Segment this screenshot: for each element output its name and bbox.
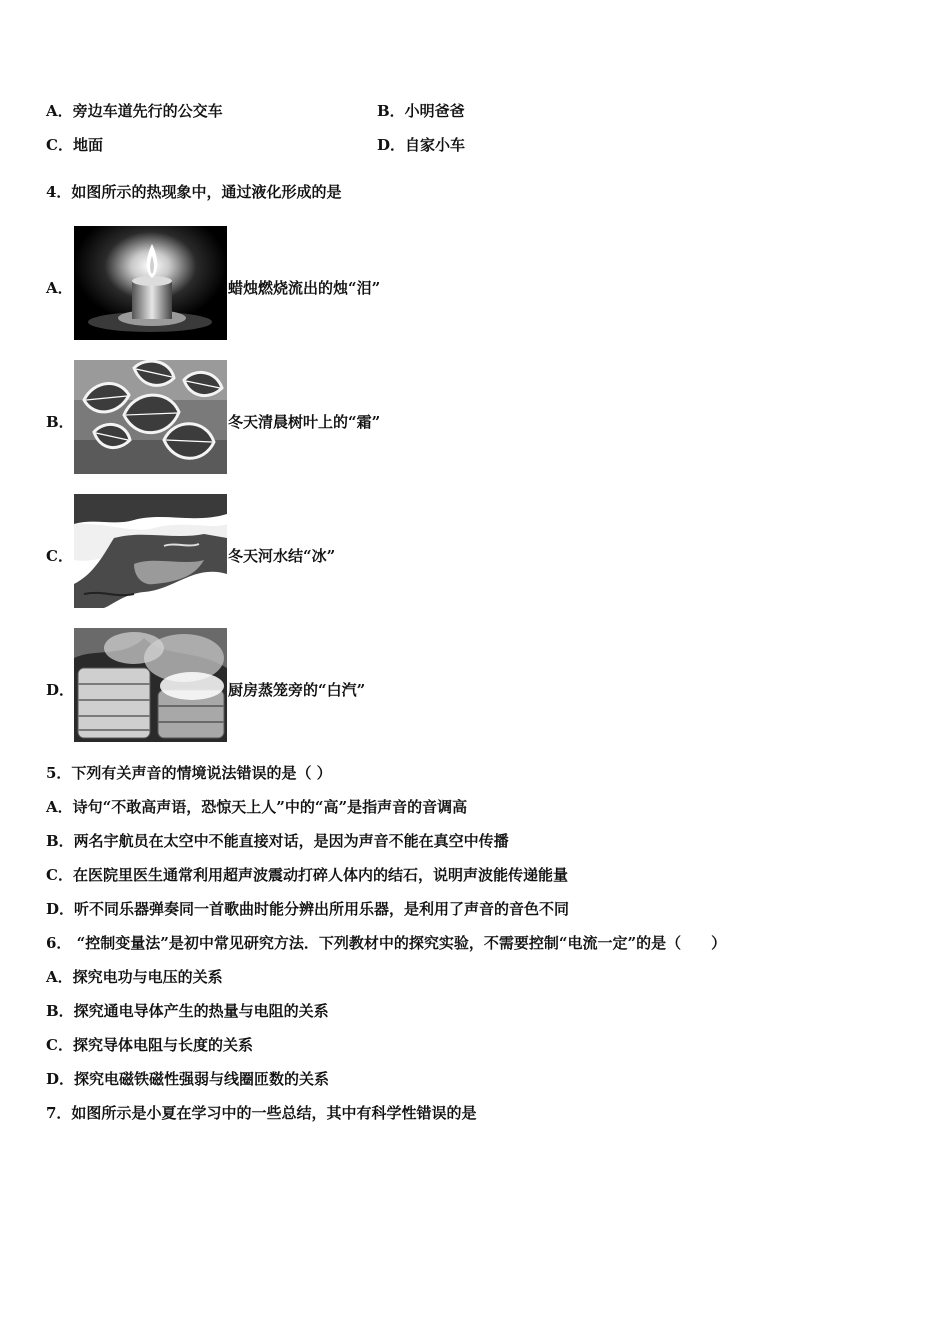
- q3-option-b: B．小明爸爸: [377, 102, 465, 120]
- q4-option-d-letter: D．: [46, 681, 75, 699]
- frost-leaves-photo-icon: [74, 360, 227, 474]
- q6-stem: 6． “控制变量法”是初中常见研究方法．下列教材中的探究实验，不需要控制“电流一定”的是（ ）: [46, 934, 727, 952]
- q4-option-a-caption: 蜡烛燃烧流出的烛“泪”: [228, 279, 381, 297]
- q4-option-c-caption: 冬天河水结“冰”: [228, 547, 336, 565]
- q5-option-b: B．两名宇航员在太空中不能直接对话，是因为声音不能在真空中传播: [46, 832, 509, 850]
- q4-option-c-letter: C．: [46, 547, 73, 565]
- steamer-photo-icon: [74, 628, 227, 742]
- q4-stem: 4．如图所示的热现象中，通过液化形成的是: [46, 183, 342, 201]
- q4-option-b-letter: B．: [46, 413, 74, 431]
- q3-option-a: A．旁边车道先行的公交车: [46, 102, 223, 120]
- q5-option-c: C．在医院里医生通常利用超声波震动打碎人体内的结石，说明声波能传递能量: [46, 866, 568, 884]
- candle-photo-icon: [74, 226, 227, 340]
- q5-option-d: D．听不同乐器弹奏同一首歌曲时能分辨出所用乐器，是利用了声音的音色不同: [46, 900, 570, 918]
- q6-option-d: D．探究电磁铁磁性强弱与线圈匝数的关系: [46, 1070, 330, 1088]
- q6-option-a: A．探究电功与电压的关系: [46, 968, 223, 986]
- q5-stem: 5．下列有关声音的情境说法错误的是（ ）: [46, 764, 332, 782]
- q6-option-b: B．探究通电导体产生的热量与电阻的关系: [46, 1002, 329, 1020]
- q4-option-a-letter: A．: [46, 279, 73, 297]
- q3-option-c: C．地面: [46, 136, 103, 154]
- q3-option-d: D．自家小车: [377, 136, 466, 154]
- frozen-river-photo-icon: [74, 494, 227, 608]
- q4-option-b-caption: 冬天清晨树叶上的“霜”: [228, 413, 381, 431]
- q4-option-d-caption: 厨房蒸笼旁的“白汽”: [228, 681, 366, 699]
- q6-option-c: C．探究导体电阻与长度的关系: [46, 1036, 253, 1054]
- q5-option-a: A．诗句“不敢高声语，恐惊天上人”中的“高”是指声音的音调高: [46, 798, 468, 816]
- q7-stem: 7．如图所示是小夏在学习中的一些总结，其中有科学性错误的是: [46, 1104, 477, 1122]
